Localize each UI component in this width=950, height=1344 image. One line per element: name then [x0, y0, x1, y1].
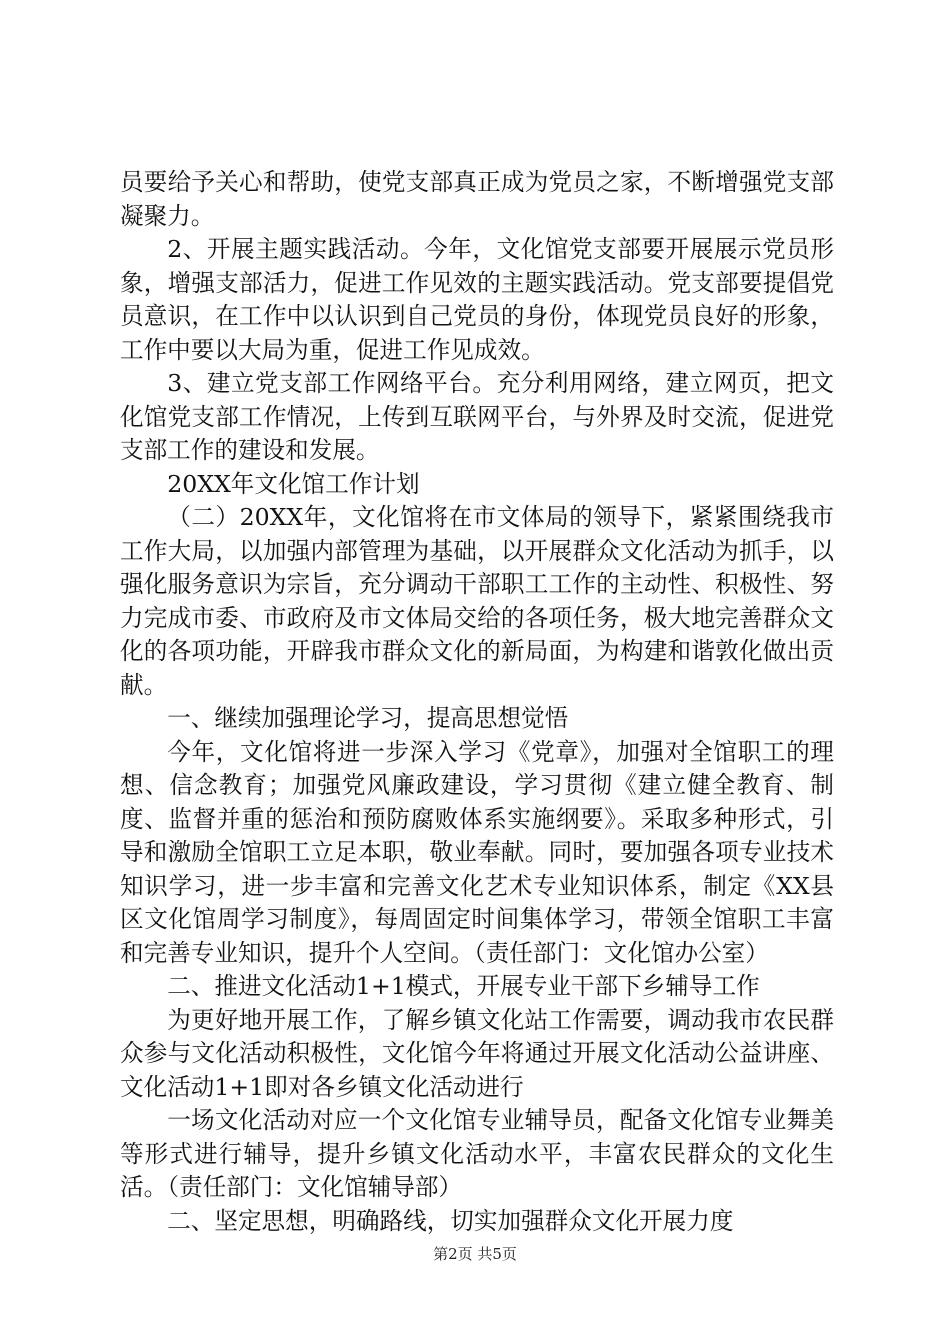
- page-number: 第2页 共5页: [433, 1245, 517, 1263]
- paragraph: 员要给予关心和帮助，使党支部真正成为党员之家，不断增强党支部凝聚力。: [120, 168, 834, 230]
- paragraph: （二）20XX年，文化馆将在市文体局的领导下，紧紧围绕我市工作大局，以加强内部管理为基础，以开展群众文化活动为抓手，以强化服务意识为宗旨，充分调动干部职工工作的主动性、积极性、努力完成市委、市政府及市文体局交给的各项任务，极大地完善群众文化的各项功能，开辟我市群众文化的新局面，为构建和谐敦化做出贡献。: [120, 503, 834, 699]
- paragraph: 2、开展主题实践活动。今年，文化馆党支部要开展展示党员形象，增强支部活力，促进工作见效的主题实践活动。党支部要提倡党员意识，在工作中以认识到自己党员的身份，体现党员良好的形象，工作中要以大局为重，促进工作见成效。: [120, 235, 834, 364]
- document-body: [120, 166, 834, 1238]
- section-heading: 一、继续加强理论学习，提高思想觉悟: [167, 704, 569, 732]
- paragraph: 今年，文化馆将进一步深入学习《党章》，加强对全馆职工的理想、信念教育；加强党风廉政建设，学习贯彻《建立健全教育、制度、监督并重的惩治和预防腐败体系实施纲要》。采取多种形式，引导和激励全馆职工立足本职，敬业奉献。同时，要加强各项专业技术知识学习，进一步丰富和完善文化艺术专业知识体系，制定《XX县区文化馆周学习制度》，每周固定时间集体学习，带领全馆职工丰富和完善专业知识，提升个人空间。（责任部门：文化馆办公室）: [120, 737, 834, 967]
- section-heading: 二、坚定思想，明确路线，切实加强群众文化开展力度: [167, 1206, 734, 1235]
- section-heading: 20XX年文化馆工作计划: [167, 469, 420, 498]
- section-heading: 二、推进文化活动1+1模式，开展专业干部下乡辅导工作: [167, 972, 760, 1000]
- paragraph: 3、建立党支部工作网络平台。充分利用网络，建立网页，把文化馆党支部工作情况，上传到互联网平台，与外界及时交流，促进党支部工作的建设和发展。: [120, 369, 834, 464]
- paragraph: 为更好地开展工作，了解乡镇文化站工作需要，调动我市农民群众参与文化活动积极性，文化馆今年将通过开展文化活动公益讲座、文化活动1+1即对各乡镇文化活动进行: [120, 1005, 834, 1101]
- paragraph: 一场文化活动对应一个文化馆专业辅导员，配备文化馆专业舞美等形式进行辅导，提升乡镇文化活动水平，丰富农民群众的文化生活。（责任部门：文化馆辅导部）: [120, 1106, 834, 1201]
